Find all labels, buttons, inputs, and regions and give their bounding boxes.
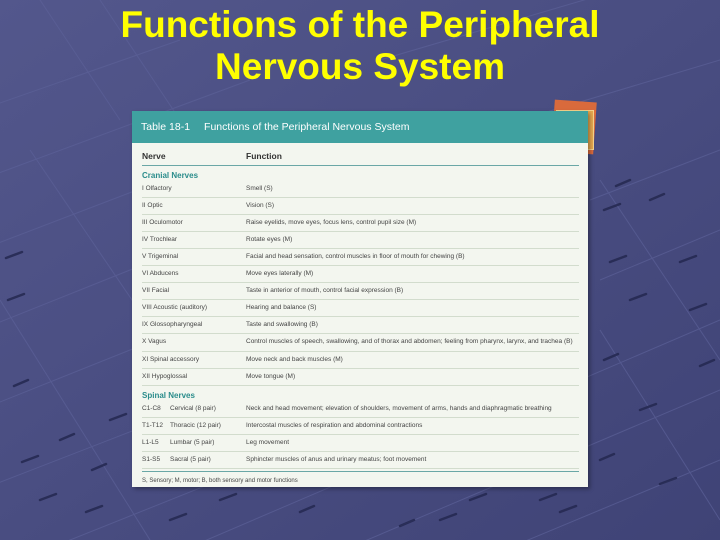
table-number: Table 18-1 (141, 121, 191, 133)
table-footnote: S, Sensory; M, motor; B, both sensory and motor functions (142, 471, 579, 484)
function-cell: Move neck and back muscles (M) (246, 355, 343, 363)
nerve-cell: X Vagus (142, 338, 167, 345)
nerve-cell (142, 456, 246, 465)
table-caption-bar (132, 111, 588, 143)
table-row (142, 418, 579, 435)
table-row (142, 300, 579, 317)
column-header-function: Function (246, 151, 282, 161)
nerve-cell (142, 422, 246, 431)
function-cell: Hearing and balance (S) (246, 304, 317, 311)
table-row (142, 401, 579, 418)
nerve-cell: VI Abducens (142, 270, 179, 277)
nerve-cell: VIII Acoustic (auditory) (142, 304, 208, 311)
function-cell: Taste in anterior of mouth, control facial expression (B) (246, 287, 404, 294)
table-row (142, 317, 579, 334)
table-caption: Functions of the Peripheral Nervous System (204, 121, 410, 133)
table-row (142, 198, 579, 215)
table-row (142, 266, 579, 283)
nerve-cell (142, 439, 246, 448)
segment-label: C1-C8 (142, 404, 161, 412)
function-cell: Rotate eyes (M) (246, 236, 293, 243)
table-row (142, 215, 579, 232)
slide-title-line-2: Nervous System (215, 46, 505, 87)
function-cell: Leg movement (246, 438, 289, 446)
nerve-name: Sacral (5 pair) (170, 455, 211, 463)
nerve-cell: IV Trochlear (142, 236, 178, 243)
table-row (142, 283, 579, 300)
table-image (132, 111, 588, 487)
function-cell: Neck and head movement; elevation of shoulders, movement of arms, hands and diaphragmatic breathing (246, 404, 552, 412)
table-row (142, 249, 579, 266)
table-row (142, 435, 579, 452)
nerve-cell: VII Facial (142, 287, 170, 294)
nerve-cell: II Optic (142, 202, 163, 209)
spinal-section-title: Spinal Nerves (142, 390, 195, 400)
segment-label: L1-L5 (142, 438, 159, 446)
slide-title-line-1: Functions of the Peripheral (120, 4, 600, 45)
table-row (142, 452, 579, 469)
nerve-name: Lumbar (5 pair) (170, 438, 215, 446)
function-cell: Facial and head sensation, control muscles in floor of mouth for chewing (B) (246, 253, 465, 260)
table-row (142, 232, 579, 249)
column-headers (142, 147, 579, 166)
segment-label: S1-S5 (142, 455, 161, 463)
function-cell: Control muscles of speech, swallowing, and of thorax and abdomen; feeling from pharynx, larynx, and trachea (B) (246, 338, 573, 345)
nerve-cell (142, 405, 246, 414)
function-cell: Vision (S) (246, 202, 275, 209)
nerve-cell: III Oculomotor (142, 219, 183, 226)
function-cell: Raise eyelids, move eyes, focus lens, control pupil size (M) (246, 219, 417, 226)
nerve-cell: V Trigeminal (142, 253, 179, 260)
nerve-cell: XII Hypoglossal (142, 372, 188, 380)
table-row (142, 352, 579, 369)
nerve-cell: I Olfactory (142, 185, 172, 192)
function-cell: Move tongue (M) (246, 372, 296, 380)
function-cell: Smell (S) (246, 185, 273, 192)
function-cell: Intercostal muscles of respiration and abdominal contractions (246, 421, 423, 429)
table-row (142, 369, 579, 386)
nerve-name: Cervical (8 pair) (170, 404, 216, 412)
cranial-section-title: Cranial Nerves (142, 171, 199, 180)
table-body (132, 147, 588, 484)
function-cell: Taste and swallowing (B) (246, 321, 318, 328)
segment-label: T1-T12 (142, 421, 163, 429)
nerve-cell: IX Glossopharyngeal (142, 321, 203, 328)
column-header-nerve: Nerve (142, 151, 166, 161)
nerve-name: Thoracic (12 pair) (170, 421, 221, 429)
table-row (142, 181, 579, 198)
slide-title (0, 4, 720, 88)
function-cell: Move eyes laterally (M) (246, 270, 314, 277)
table-row (142, 334, 579, 352)
function-cell: Sphincter muscles of anus and urinary meatus; foot movement (246, 455, 427, 463)
nerve-cell: XI Spinal accessory (142, 355, 200, 363)
